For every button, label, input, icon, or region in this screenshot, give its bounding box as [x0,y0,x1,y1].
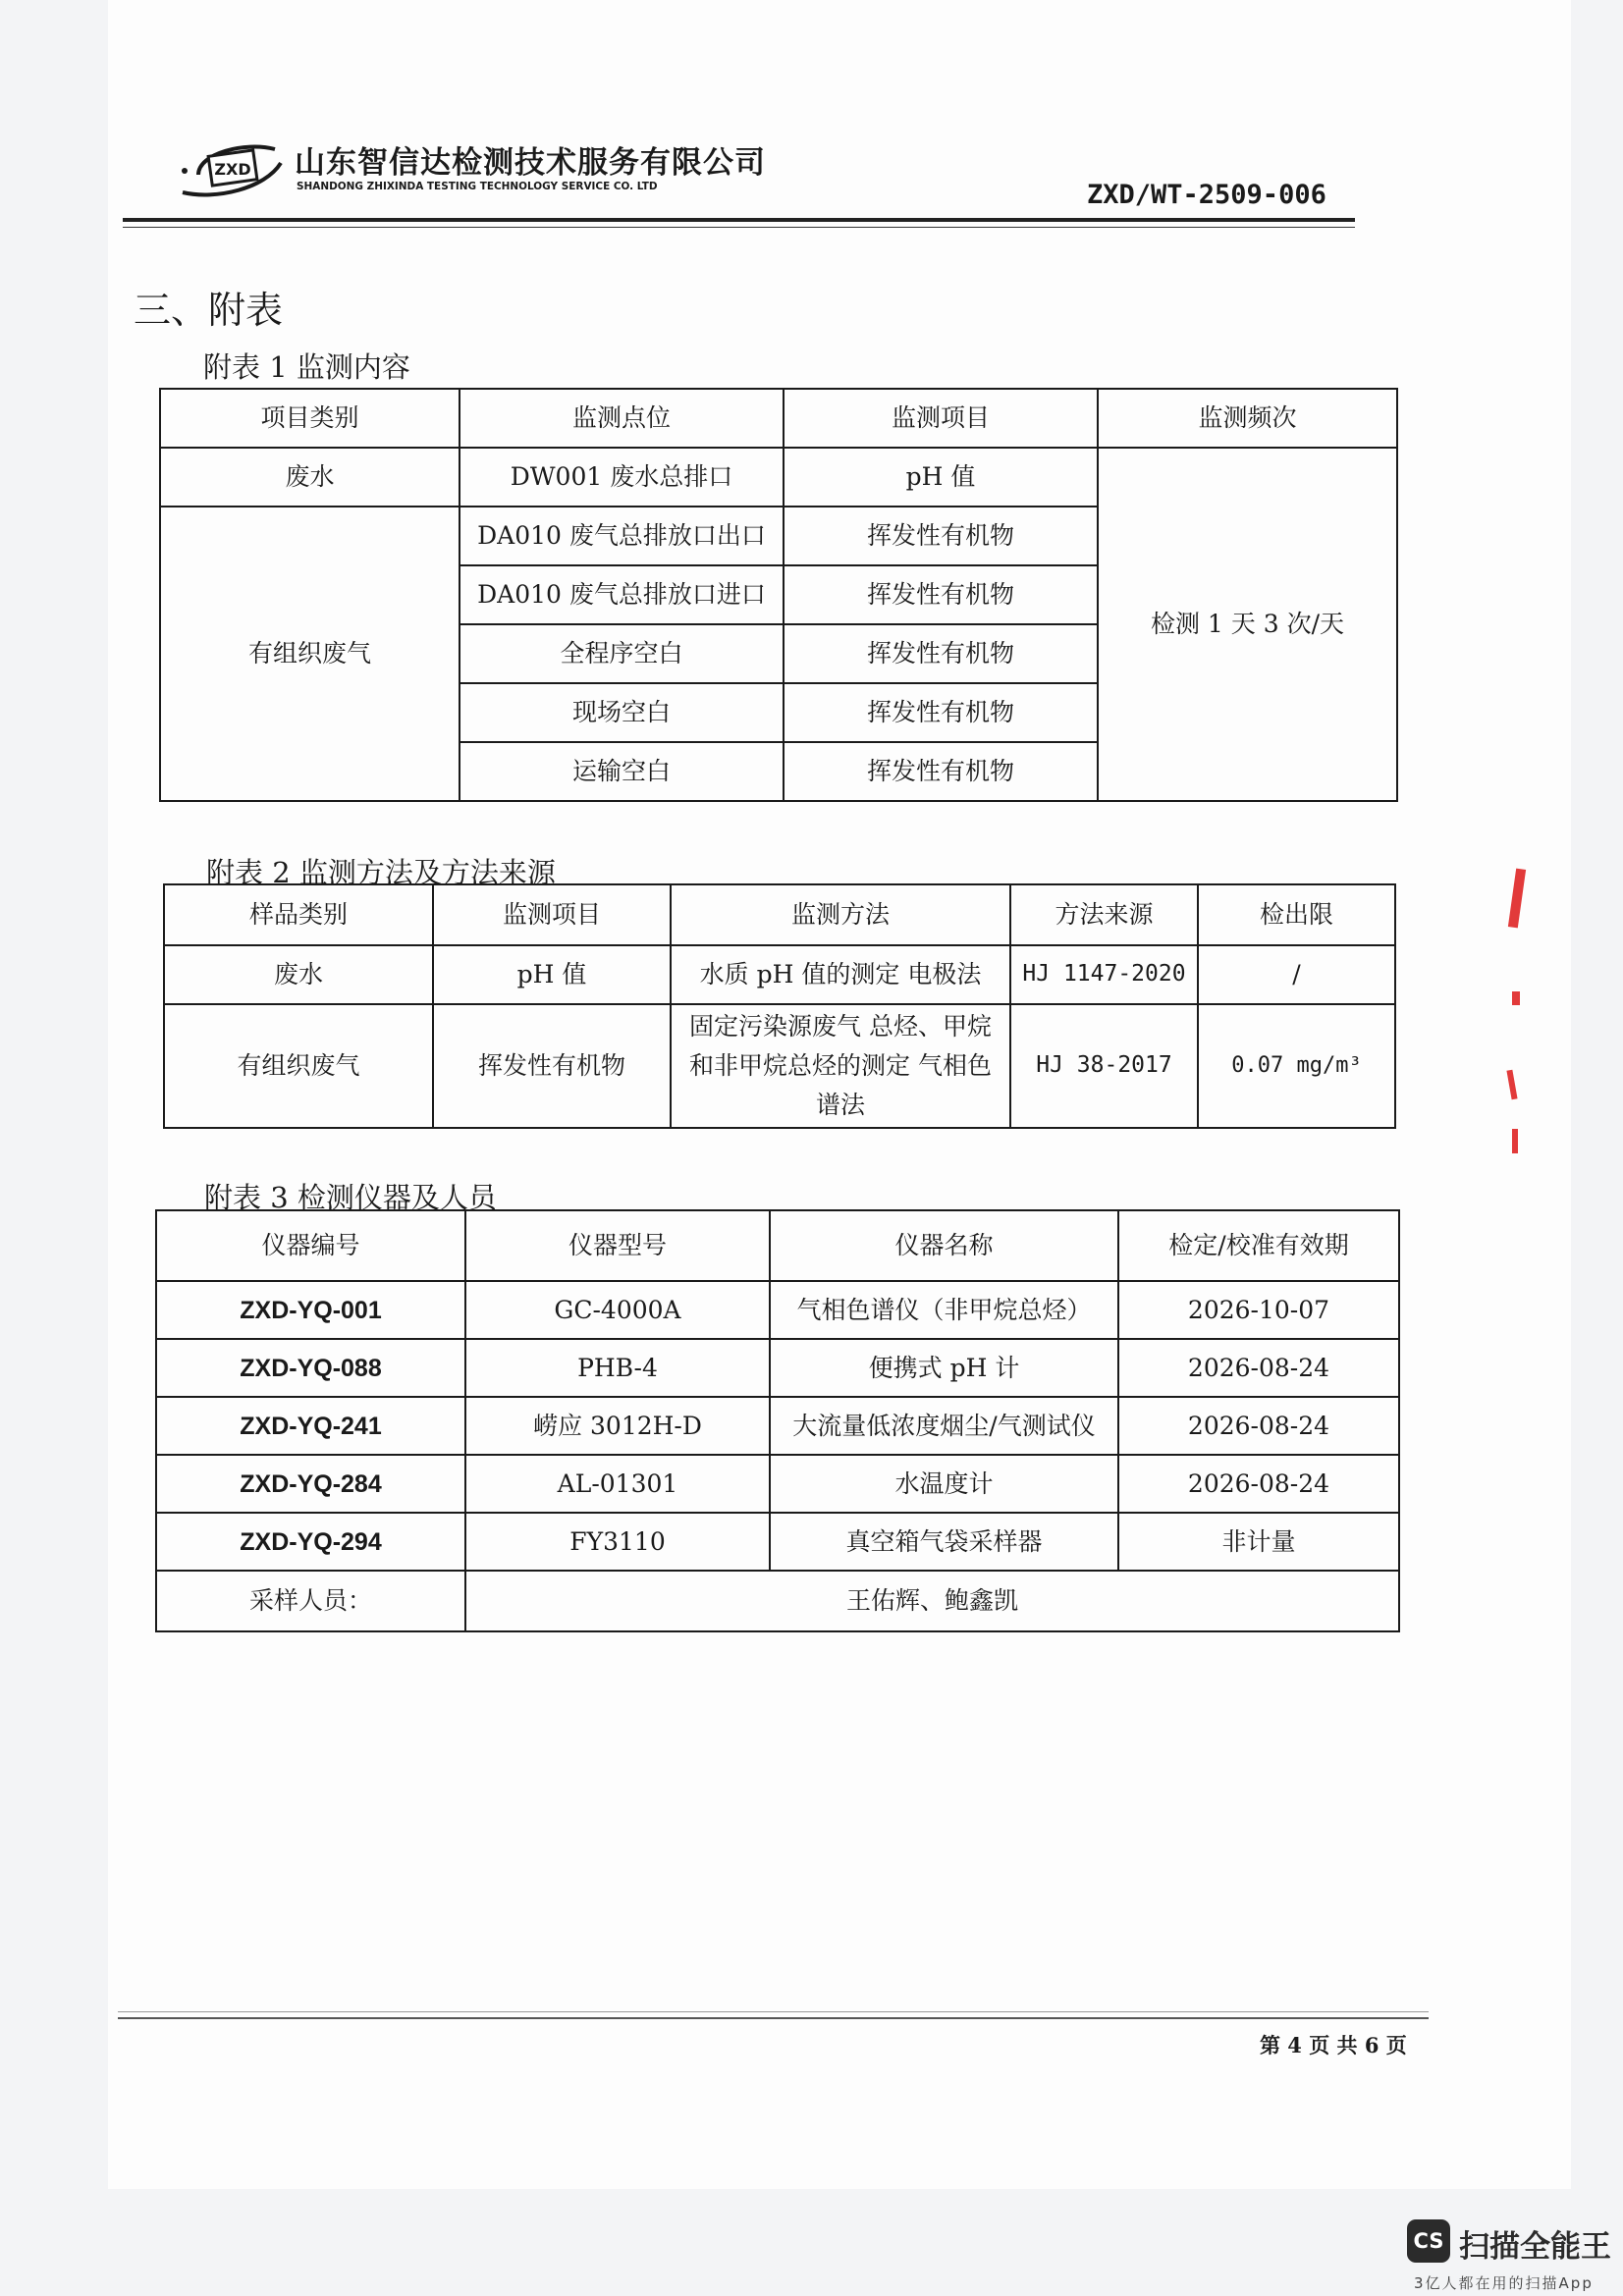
table-row [164,945,1395,1004]
table-row [156,1281,1399,1339]
category-cell: 废水 [164,945,433,1004]
valid-date-cell: 非计量 [1118,1513,1399,1571]
table-row [156,1397,1399,1455]
table1-caption: 附表 1 监测内容 [203,350,410,384]
table-header-cell: 监测项目 [784,389,1098,448]
table-header-cell: 仪器编号 [156,1210,465,1281]
sampler-names-cell: 王佑辉、鲍鑫凯 [465,1571,1399,1631]
point-cell: DA010 废气总排放口出口 [460,507,784,565]
point-cell: 运输空白 [460,742,784,801]
header-rule-thin [123,227,1355,228]
instrument-name-cell: 大流量低浓度烟尘/气测试仪 [770,1397,1118,1455]
table-row [156,1455,1399,1513]
camscanner-logo-icon: CS [1407,2219,1450,2263]
point-cell: 现场空白 [460,683,784,742]
table-row [156,1571,1399,1631]
table-header-cell: 方法来源 [1010,884,1198,945]
table-header-cell: 样品类别 [164,884,433,945]
item-cell: 挥发性有机物 [784,507,1098,565]
source-cell: HJ 38-2017 [1010,1004,1198,1128]
logo-text: ZXD [214,160,251,179]
footer-rule-thin [118,2011,1429,2012]
method-cell: 水质 pH 值的测定 电极法 [671,945,1010,1004]
instrument-name-cell: 水温度计 [770,1455,1118,1513]
stamp-fragment [1512,1129,1518,1153]
table-header-cell: 仪器名称 [770,1210,1118,1281]
instrument-id-cell: ZXD-YQ-241 [156,1397,465,1455]
table-header-cell: 检出限 [1198,884,1395,945]
item-cell: pH 值 [433,945,671,1004]
table-header-cell: 仪器型号 [465,1210,770,1281]
instrument-name-cell: 气相色谱仪（非甲烷总烃） [770,1281,1118,1339]
table-header-row [164,884,1395,945]
frequency-cell: 检测 1 天 3 次/天 [1098,448,1397,801]
header-rule [123,218,1355,222]
instrument-id-cell: ZXD-YQ-294 [156,1513,465,1571]
point-cell: DW001 废水总排口 [460,448,784,507]
monitoring-content-table [159,388,1398,802]
instrument-model-cell: FY3110 [465,1513,770,1571]
instrument-model-cell: AL-01301 [465,1455,770,1513]
table-row [160,448,1397,507]
table-header-cell: 检定/校准有效期 [1118,1210,1399,1281]
footer-rule [118,2017,1429,2019]
instrument-model-cell: GC-4000A [465,1281,770,1339]
table-row [164,1004,1395,1128]
instrument-name-cell: 真空箱气袋采样器 [770,1513,1118,1571]
item-cell: 挥发性有机物 [784,683,1098,742]
item-cell: 挥发性有机物 [433,1004,671,1128]
instrument-personnel-table [155,1209,1400,1632]
table-header-row [160,389,1397,448]
limit-cell: 0.07 mg/m³ [1198,1004,1395,1128]
valid-date-cell: 2026-08-24 [1118,1455,1399,1513]
method-cell: 固定污染源废气 总烃、甲烷和非甲烷总烃的测定 气相色谱法 [671,1004,1010,1128]
limit-cell: / [1198,945,1395,1004]
category-cell: 有组织废气 [164,1004,433,1128]
table-header-cell: 监测项目 [433,884,671,945]
instrument-name-cell: 便携式 pH 计 [770,1339,1118,1397]
camscanner-subtitle: 3亿人都在用的扫描App [1414,2274,1594,2292]
item-cell: 挥发性有机物 [784,742,1098,801]
company-name-cn: 山东智信达检测技术服务有限公司 [295,145,766,181]
category-cell: 有组织废气 [160,507,460,801]
method-source-table [163,883,1396,1129]
table-header-row [156,1210,1399,1281]
instrument-model-cell: PHB-4 [465,1339,770,1397]
table2-caption: 附表 2 监测方法及方法来源 [206,856,556,889]
instrument-model-cell: 崂应 3012H-D [465,1397,770,1455]
table-row [156,1513,1399,1571]
company-name-en: SHANDONG ZHIXINDA TESTING TECHNOLOGY SERVICE CO. LTD [297,180,658,192]
page-number: 第 4 页 共 6 页 [1260,2033,1407,2057]
table-header-cell: 监测频次 [1098,389,1397,448]
section-title: 三、附表 [134,289,284,332]
valid-date-cell: 2026-08-24 [1118,1397,1399,1455]
table-row [156,1339,1399,1397]
point-cell: 全程序空白 [460,624,784,683]
category-cell: 废水 [160,448,460,507]
instrument-id-cell: ZXD-YQ-001 [156,1281,465,1339]
sampler-label-cell: 采样人员： [156,1571,465,1631]
instrument-id-cell: ZXD-YQ-284 [156,1455,465,1513]
source-cell: HJ 1147-2020 [1010,945,1198,1004]
camscanner-title: 扫描全能王 [1459,2229,1611,2265]
point-cell: DA010 废气总排放口进口 [460,565,784,624]
instrument-id-cell: ZXD-YQ-088 [156,1339,465,1397]
table-header-cell: 项目类别 [160,389,460,448]
table3-caption: 附表 3 检测仪器及人员 [204,1181,497,1214]
item-cell: 挥发性有机物 [784,624,1098,683]
document-number: ZXD/WT-2509-006 [1087,180,1326,210]
item-cell: 挥发性有机物 [784,565,1098,624]
company-logo [177,135,287,204]
table-header-cell: 监测点位 [460,389,784,448]
item-cell: pH 值 [784,448,1098,507]
table-header-cell: 监测方法 [671,884,1010,945]
stamp-fragment [1512,991,1520,1005]
valid-date-cell: 2026-08-24 [1118,1339,1399,1397]
valid-date-cell: 2026-10-07 [1118,1281,1399,1339]
